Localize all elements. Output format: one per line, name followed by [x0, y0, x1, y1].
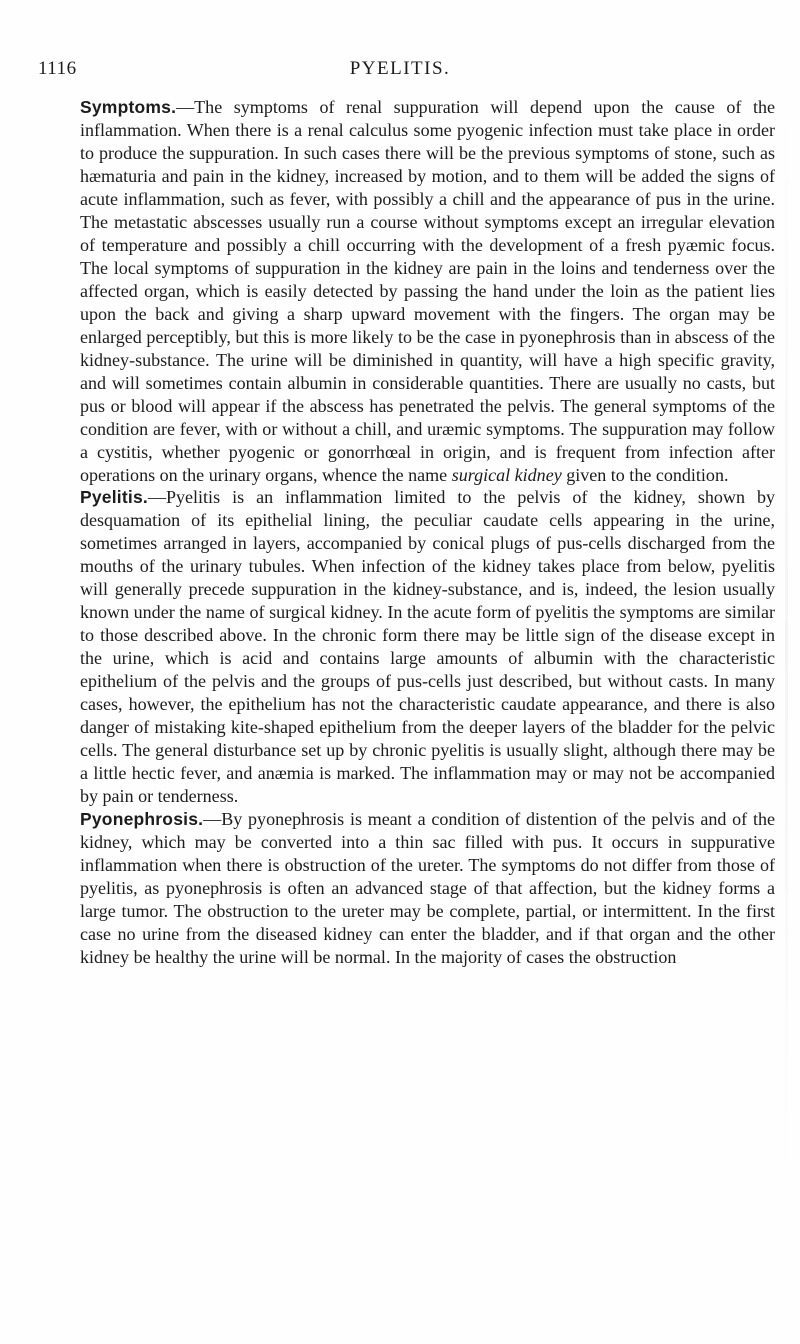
section-heading-pyelitis: Pyelitis.	[80, 487, 148, 508]
symptoms-text: —The symptoms of renal suppuration will depend upon the cause of the inflammation. When there is a renal calculus some pyogenic infection must take place in order to produce the suppuration. In such cases there will be the previous symptoms of stone, such as hæmaturia and pain in the kidney, increased by motion, and to them will be added the signs of acute inflammation, such as fever, with possibly a chill and the appearance of pus in the urine. The metastatic abscesses usually run a course without symptoms except an irregular elevation of temperature and possibly a chill occurring with the development of a fresh pyæmic focus. The local symptoms of suppuration in the kidney are pain in the loins and tenderness over the affected organ, which is easily detected by passing the hand under the loin as the patient lies upon the back and giving a sharp upward movement with the fingers. The organ may be enlarged perceptibly, but this is more likely to be the case in pyonephrosis than in abscess of the kidney-substance. The urine will be diminished in quantity, will have a high specific gravity, and will sometimes contain albumin in considerable quantities. There are usually no casts, but pus or blood will appear if the abscess has penetrated the pelvis. The general symptoms of the condition are fever, with or without a chill, and uræmic symptoms. The suppuration may follow a cystitis, whether pyogenic or gonorrhœal in origin, and is frequent from infection after operations on the urinary organs, whence the name	[80, 97, 775, 485]
symptoms-text-end: given to the condition.	[561, 464, 729, 485]
symptoms-paragraph	[80, 96, 775, 486]
page-number: 1116	[38, 58, 77, 79]
body-text	[80, 96, 775, 969]
running-head	[38, 58, 762, 82]
pyonephrosis-text: —By pyonephrosis is meant a condition of distention of the pelvis and of the kidney, which may be converted into a thin sac filled with pus. It occurs in suppurative inflammation when there is obstruction of the ureter. The symptoms do not differ from those of pyelitis, as pyonephrosis is often an advanced stage of that affection, but the kidney forms a large tumor. The obstruction to the ureter may be complete, partial, or intermittent. In the first case no urine from the diseased kidney can enter the bladder, and if that organ and the other kidney be healthy the urine will be normal. In the majority of cases the obstruction	[80, 809, 775, 967]
surgical-kidney-term: surgical kidney	[451, 464, 562, 485]
running-title: PYELITIS.	[349, 58, 451, 79]
page-edge-shadow	[785, 96, 788, 1196]
pyelitis-text: —Pyelitis is an inflammation limited to the pelvis of the kidney, shown by desquamation of its epithelial lining, the peculiar caudate cells appearing in the urine, sometimes arranged in layers, accompanied by conical plugs of pus-cells discharged from the mouths of the urinary tubules. When infection of the kidney takes place from below, pyelitis will generally precede suppuration in the kidney-substance, and is, indeed, the lesion usually known under the name of surgical kidney. In the acute form of pyelitis the symptoms are similar to those described above. In the chronic form there may be little sign of the disease except in the urine, which is acid and contains large amounts of albumin with the characteristic epithelium of the pelvis and the groups of pus-cells just described, but without casts. In many cases, however, the epithelium has not the characteristic caudate appearance, and there is also danger of mistaking kite-shaped epithelium from the deeper layers of the bladder for the pelvic cells. The general disturbance set up by chronic pyelitis is usually slight, although there may be a little hectic fever, and anæmia is marked. The inflammation may or may not be accompanied by pain or tenderness.	[80, 487, 775, 807]
pyelitis-paragraph	[80, 486, 775, 808]
pyonephrosis-paragraph	[80, 808, 775, 969]
section-heading-pyonephrosis: Pyonephrosis.	[80, 809, 204, 830]
section-heading-symptoms: Symptoms.	[80, 97, 177, 117]
